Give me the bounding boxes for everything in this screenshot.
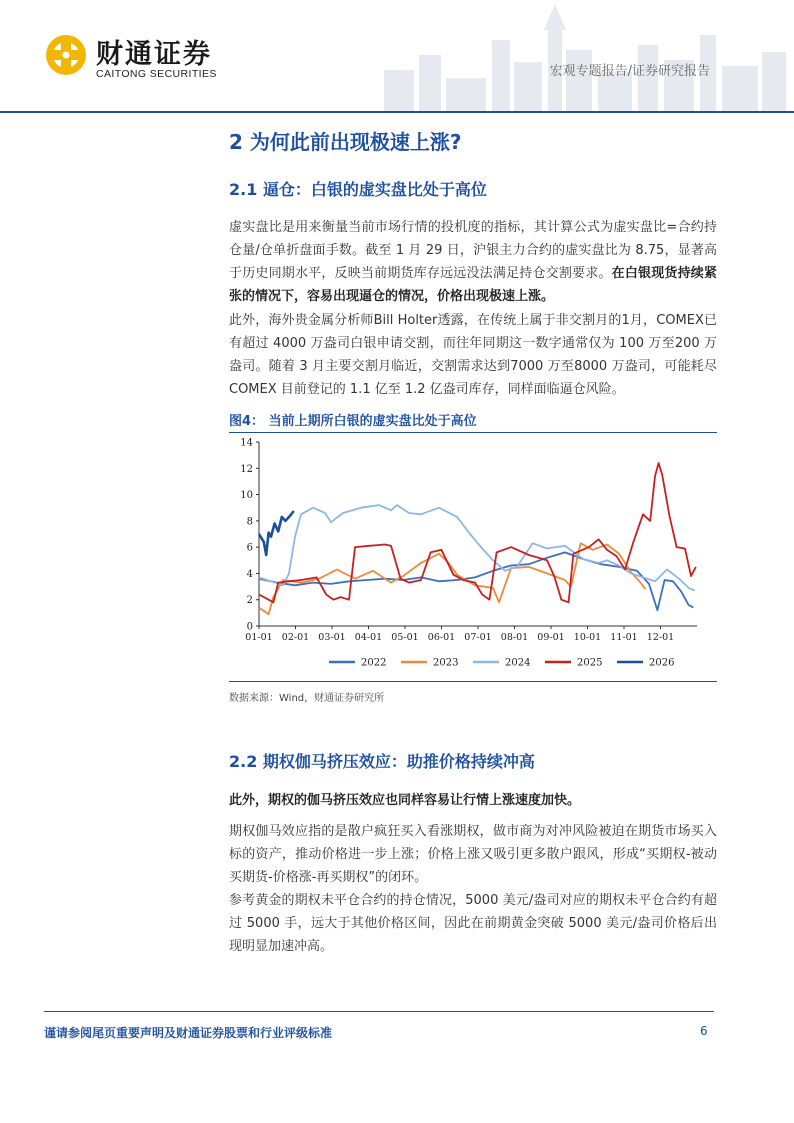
figure-title: 图4： 当前上期所白银的虚实盘比处于高位 — [229, 410, 717, 433]
x-tick-label: 01-01 — [245, 632, 273, 643]
x-tick-label: 07-01 — [464, 632, 492, 643]
x-tick-label: 10-01 — [573, 632, 602, 643]
paragraph-4: 期权伽马效应指的是散户疯狂买入看涨期权，做市商为对冲风险被迫在期货市场买入标的资产，推动价格进一步上涨；价格上涨又吸引更多散户跟风，形成“买期权-被动买期货-价格涨-再买期权”的闭环。 — [229, 824, 717, 885]
legend-label-2026: 2026 — [649, 657, 675, 669]
caitong-logo-icon — [44, 32, 88, 78]
x-tick-label: 08-01 — [500, 632, 529, 643]
x-tick-label: 02-01 — [281, 632, 310, 643]
y-tick-label: 4 — [246, 568, 253, 580]
city-skyline-watermark — [374, 0, 794, 112]
x-tick-label: 09-01 — [537, 632, 565, 643]
x-tick-label: 11-01 — [610, 632, 638, 643]
y-tick-label: 2 — [246, 595, 253, 607]
y-tick-label: 10 — [240, 490, 253, 502]
paragraph-1 — [229, 216, 717, 308]
paragraph-3 — [229, 789, 717, 812]
legend-label-2022: 2022 — [361, 657, 387, 669]
x-tick-label: 05-01 — [391, 632, 419, 643]
y-tick-label: 8 — [246, 516, 253, 528]
series-line-2025 — [259, 463, 696, 602]
x-tick-label: 06-01 — [427, 632, 456, 643]
page-number: 6 — [700, 1024, 708, 1038]
line-chart — [229, 430, 717, 680]
footer-divider — [44, 1011, 714, 1012]
subsection-title-2-1: 2.1 逼仓：白银的虚实盘比处于高位 — [229, 180, 487, 199]
paragraph-2: 此外，海外贵金属分析师Bill Holter透露，在传统上属于非交割月的1月，COMEX已有超过 4000 万盎司白银申请交割，而往年同期这一数字通常仅为 100 万至200 万盎司。随着 3 月主要交割月临近，交割需求达到7000 万至8000 万盎司，可能耗尽 COMEX 目前登记的 1.1 亿至 1.2 亿盎司库存，同样面临逼仓风险。 — [229, 313, 717, 397]
y-tick-label: 0 — [246, 621, 253, 633]
legend-label-2023: 2023 — [433, 657, 459, 669]
report-type: 宏观专题报告/证券研究报告 — [549, 64, 710, 79]
legend-label-2024: 2024 — [505, 657, 531, 669]
y-tick-label: 14 — [240, 437, 253, 449]
paragraph-1-text: 虚实盘比是用来衡量当前市场行情的投机度的指标，其计算公式为虚实盘比=合约持仓量/仓单折盘面手数。截至 1 月 29 日，沪银主力合约的虚实盘比为 8.75，显著高于历史同期水平，反映当前期货库存远远没法满足持仓交割要求。 — [229, 220, 717, 281]
logo-text-en: CAITONG SECURITIES — [96, 68, 217, 80]
figure-divider — [229, 681, 717, 682]
x-tick-label: 12-01 — [646, 632, 675, 643]
logo-text-cn: 财通证券 — [96, 39, 212, 70]
y-tick-label: 12 — [240, 463, 253, 475]
y-tick-label: 6 — [246, 542, 253, 554]
series-line-2026 — [259, 511, 294, 555]
section-title: 2 为何此前出现极速上涨? — [229, 130, 462, 154]
caitong-logo — [44, 30, 234, 82]
paragraph-3-bold: 此外，期权的伽马挤压效应也同样容易让行情上涨速度加快。 — [229, 793, 581, 808]
paragraph-5: 参考黄金的期权未平仓合约的持仓情况，5000 美元/盎司对应的期权未平仓合约有超过 5000 手，远大于其他价格区间，因此在前期黄金突破 5000 美元/盎司价格后出现明显加速冲高。 — [229, 893, 717, 954]
legend-label-2025: 2025 — [577, 657, 603, 669]
paragraph-1-bold: 在白银现货持续紧张的情况下，容易出现逼仓的情况，价格出现极速上涨。 — [229, 266, 717, 304]
header-divider — [0, 111, 794, 113]
figure-source: 数据来源：Wind，财通证券研究所 — [229, 693, 385, 704]
x-tick-label: 04-01 — [354, 632, 383, 643]
footer-disclaimer: 谨请参阅尾页重要声明及财通证券股票和行业评级标准 — [44, 1026, 333, 1040]
x-tick-label: 03-01 — [318, 632, 346, 643]
subsection-title-2-2: 2.2 期权伽马挤压效应：助推价格持续冲高 — [229, 752, 535, 771]
